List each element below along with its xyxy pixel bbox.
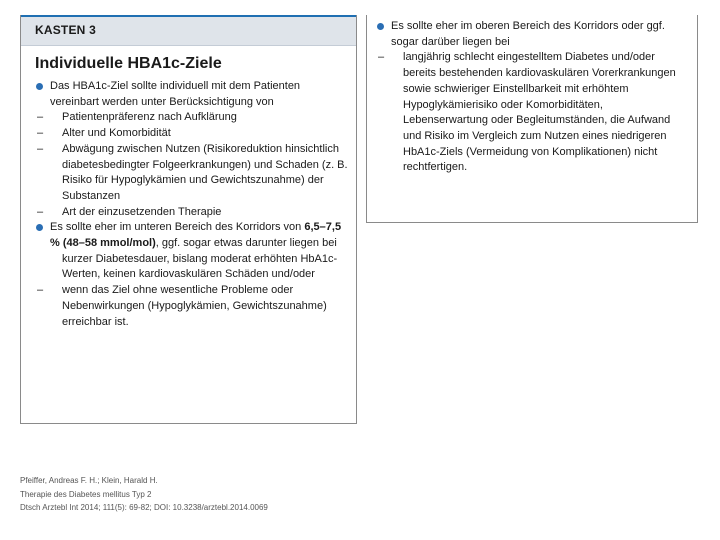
bullet-text: Das HBA1c-Ziel sollte individuell mit dem Patienten vereinbart werden unter Berücksichtigung von <box>50 80 301 108</box>
bullet-text-post: , ggf. sogar etwas darunter liegen bei <box>155 237 337 250</box>
citation-authors: Pfeiffer, Andreas F. H.; Klein, Harald H. <box>20 476 158 485</box>
list-item-text: Alter und Komorbidität <box>62 127 171 140</box>
list-item <box>376 50 687 176</box>
bullet-text-pre: Es sollte eher im unteren Bereich des Korridors von <box>50 221 302 234</box>
box-title: Individuelle HBA1c-Ziele <box>35 55 222 72</box>
dash-icon: – <box>37 142 44 155</box>
list-item-text: Art der einzusetzenden Therapie <box>62 205 222 218</box>
list-item <box>35 142 348 205</box>
list-item-text: Abwägung zwischen Nutzen (Risikoreduktion hinsichtlich diabetesbedingter Folgeerkrankungen) und Schaden (z. B. Risiko für Hypoglykämien und Gewichtszunahme) der Substanzen <box>62 142 348 202</box>
list-item <box>35 252 348 283</box>
dash-icon: – <box>378 51 385 64</box>
list-item <box>35 110 348 126</box>
list-item <box>35 283 348 330</box>
citation <box>20 474 268 515</box>
bullet-dot-icon <box>377 23 384 30</box>
dash-icon: – <box>37 284 44 297</box>
bullet-upper-range <box>376 19 687 50</box>
box-label: KASTEN 3 <box>21 15 356 46</box>
info-box-left <box>20 15 357 424</box>
list-item-text: langjährig schlecht eingestelltem Diabetes und/oder bereits bestehenden kardiovaskulären Vorerkrankungen sowie schwieriger Einstellbarkeit mit erhöhtem Hypoglykämierisiko oder Komorbiditäten, Lebenserwartung oder Begleitumständen, die Aufwand und Risiko im Vergleich zum Nutzen eines niedrigeren HbA1c-Ziels (Vermeidung von Komplikationen) nicht rechtfertigen. <box>403 51 676 174</box>
bullet-dot-icon <box>36 83 43 90</box>
citation-title: Therapie des Diabetes mellitus Typ 2 <box>20 489 152 499</box>
list-item <box>35 126 348 142</box>
bullet-individual-goal <box>35 79 348 110</box>
bullet-lower-range <box>35 220 348 251</box>
bullet-text: Es sollte eher im oberen Bereich des Korridors oder ggf. sogar darüber liegen bei <box>391 20 665 48</box>
list-item-text: Patientenpräferenz nach Aufklärung <box>62 111 237 124</box>
list-item-text: kurzer Diabetesdauer, bislang moderat erhöhten HbA1c-Werten, keinen kardiovaskulären Schäden und/oder <box>62 252 338 281</box>
list-item-text: wenn das Ziel ohne wesentliche Probleme oder Nebenwirkungen (Hypoglykämien, Gewichtszunahme) erreichbar ist. <box>62 284 327 328</box>
target-range: 6,5–7,5 % (48–58 mmol/mol) <box>50 221 342 250</box>
dash-icon: – <box>37 205 44 218</box>
citation-source: Dtsch Arztebl Int 2014; 111(5): 69-82; DOI: 10.3238/arztebl.2014.0069 <box>20 503 268 512</box>
dash-icon: – <box>37 127 44 140</box>
list-item <box>35 205 348 221</box>
box-content-right <box>367 15 697 176</box>
bullet-dot-icon <box>36 224 43 231</box>
box-content-left <box>21 79 356 330</box>
info-box-right <box>366 15 698 223</box>
dash-icon: – <box>37 111 44 124</box>
